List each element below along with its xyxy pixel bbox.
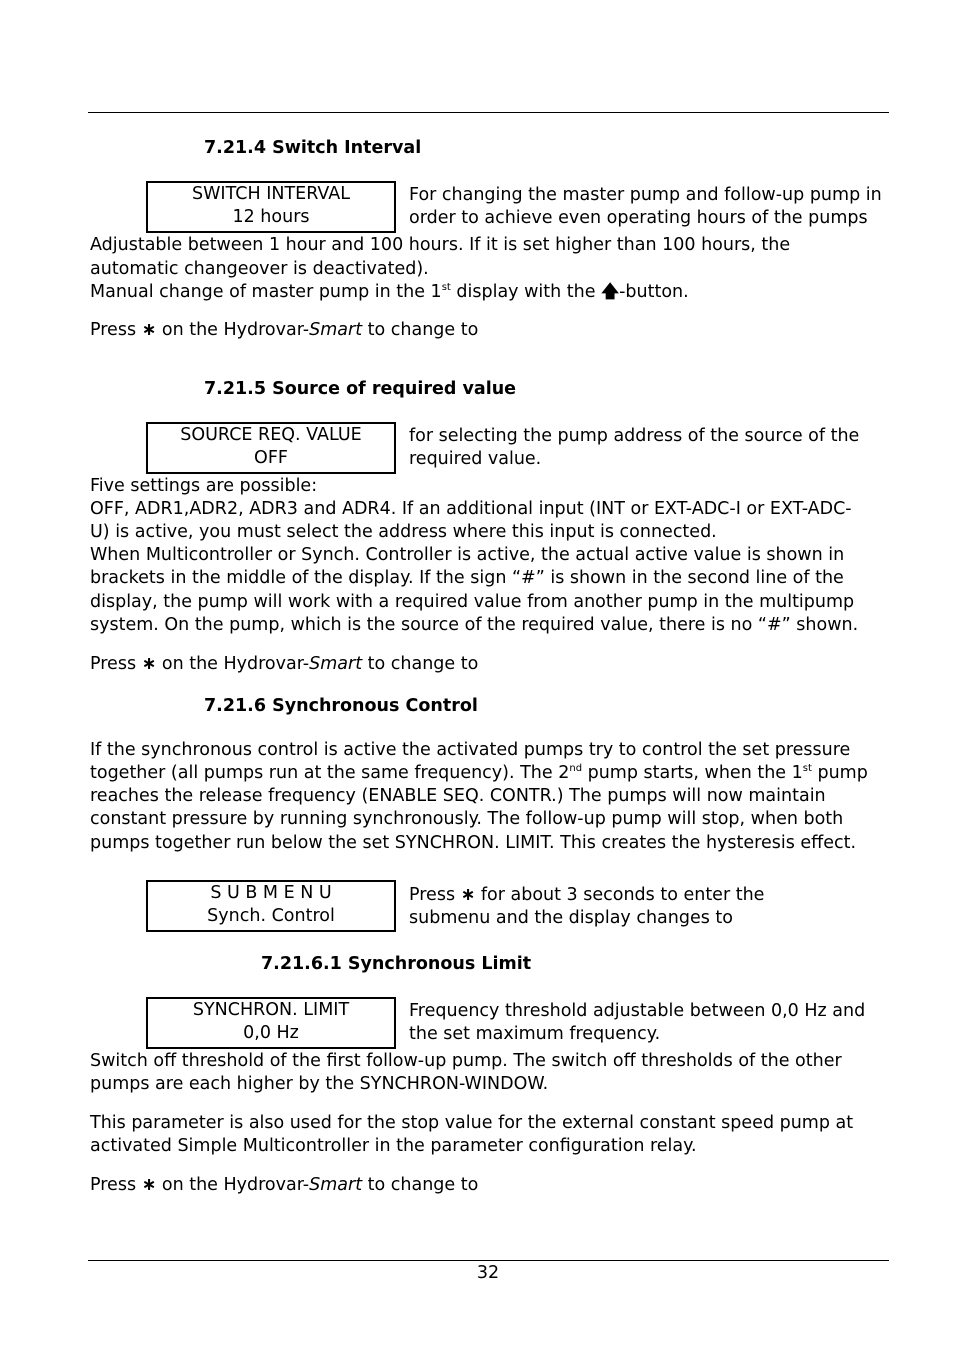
paragraph-line: constant pressure by running synchronously. The follow-up pump will stop, when both — [90, 809, 844, 829]
paragraph-line: system. On the pump, which is the source of the required value, there is no “#” shown. — [90, 615, 859, 635]
side-text-2: order to achieve even operating hours of the pumps — [409, 208, 868, 228]
paragraph-line: together (all pumps run at the same frequency). The 2nd pump starts, when the 1st pump — [90, 763, 868, 783]
display-submenu-synch-control — [146, 880, 396, 932]
paragraph-line: reaches the release frequency (ENABLE SEQ. CONTR.) The pumps will now maintain — [90, 786, 826, 806]
display-synchron-limit — [146, 997, 396, 1049]
paragraph-line: When Multicontroller or Synch. Controller is active, the actual active value is shown in — [90, 545, 845, 565]
paragraph-line: automatic changeover is deactivated). — [90, 259, 429, 279]
side-text-2: required value. — [409, 449, 542, 469]
display-line-1: SYNCHRON. LIMIT — [192, 1000, 350, 1020]
paragraph-line: display, the pump will work with a required value from another pump in the multipump — [90, 592, 855, 612]
up-arrow-icon: 🡅 — [601, 282, 620, 302]
paragraph-line: OFF, ADR1,ADR2, ADR3 and ADR4. If an additional input (INT or EXT-ADC-I or EXT-ADC- — [90, 499, 852, 519]
display-switch-interval — [146, 181, 396, 233]
heading-synchronous-limit: 7.21.6.1 Synchronous Limit — [261, 954, 532, 974]
heading-synchronous-control: 7.21.6 Synchronous Control — [204, 696, 478, 716]
paragraph-line: Five settings are possible: — [90, 476, 318, 496]
paragraph-line: pumps are each higher by the SYNCHRON-WINDOW. — [90, 1074, 549, 1094]
paragraph-line: pumps together run below the set SYNCHRON. LIMIT. This creates the hysteresis effect. — [90, 833, 857, 853]
display-line-1: SWITCH INTERVAL — [192, 184, 350, 204]
paragraph-line: Switch off threshold of the first follow-up pump. The switch off thresholds of the other — [90, 1051, 842, 1071]
footer-rule — [88, 1260, 889, 1261]
heading-switch-interval: 7.21.4 Switch Interval — [204, 138, 422, 158]
star-icon: ∗ — [141, 654, 157, 674]
press-line: Press ∗ on the Hydrovar-Smart to change to — [90, 1175, 479, 1195]
page-number: 32 — [476, 1263, 500, 1283]
side-text-1: Frequency threshold adjustable between 0,0 Hz and — [409, 1001, 866, 1021]
paragraph-line: If the synchronous control is active the activated pumps try to control the set pressure — [90, 740, 851, 760]
display-line-1: S U B M E N U — [210, 883, 332, 903]
display-line-2: 0,0 Hz — [243, 1023, 299, 1043]
star-icon: ∗ — [141, 1175, 157, 1195]
header-rule — [88, 112, 889, 113]
press-line: Press ∗ on the Hydrovar-Smart to change to — [90, 320, 479, 340]
side-text-2: the set maximum frequency. — [409, 1024, 661, 1044]
manual-change-line: Manual change of master pump in the 1st display with the 🡅-button. — [90, 282, 689, 302]
paragraph-line: Adjustable between 1 hour and 100 hours. If it is set higher than 100 hours, the — [90, 235, 791, 255]
side-text-1: Press ∗ for about 3 seconds to enter the — [409, 885, 765, 905]
side-text-1: for selecting the pump address of the source of the — [409, 426, 860, 446]
star-icon: ∗ — [460, 885, 476, 905]
side-text-1: For changing the master pump and follow-up pump in — [409, 185, 882, 205]
display-source-req-value — [146, 422, 396, 474]
paragraph-line: activated Simple Multicontroller in the parameter configuration relay. — [90, 1136, 697, 1156]
display-line-2: Synch. Control — [207, 906, 335, 926]
side-text-2: submenu and the display changes to — [409, 908, 733, 928]
star-icon: ∗ — [141, 320, 157, 340]
paragraph-line: This parameter is also used for the stop value for the external constant speed pump at — [90, 1113, 854, 1133]
press-line: Press ∗ on the Hydrovar-Smart to change to — [90, 654, 479, 674]
paragraph-line: brackets in the middle of the display. If the sign “#” is shown in the second line of the — [90, 568, 844, 588]
display-line-1: SOURCE REQ. VALUE — [180, 425, 362, 445]
display-line-2: 12 hours — [232, 207, 310, 227]
display-line-2: OFF — [254, 448, 288, 468]
paragraph-line: U) is active, you must select the address where this input is connected. — [90, 522, 717, 542]
heading-source-required-value: 7.21.5 Source of required value — [204, 379, 517, 399]
